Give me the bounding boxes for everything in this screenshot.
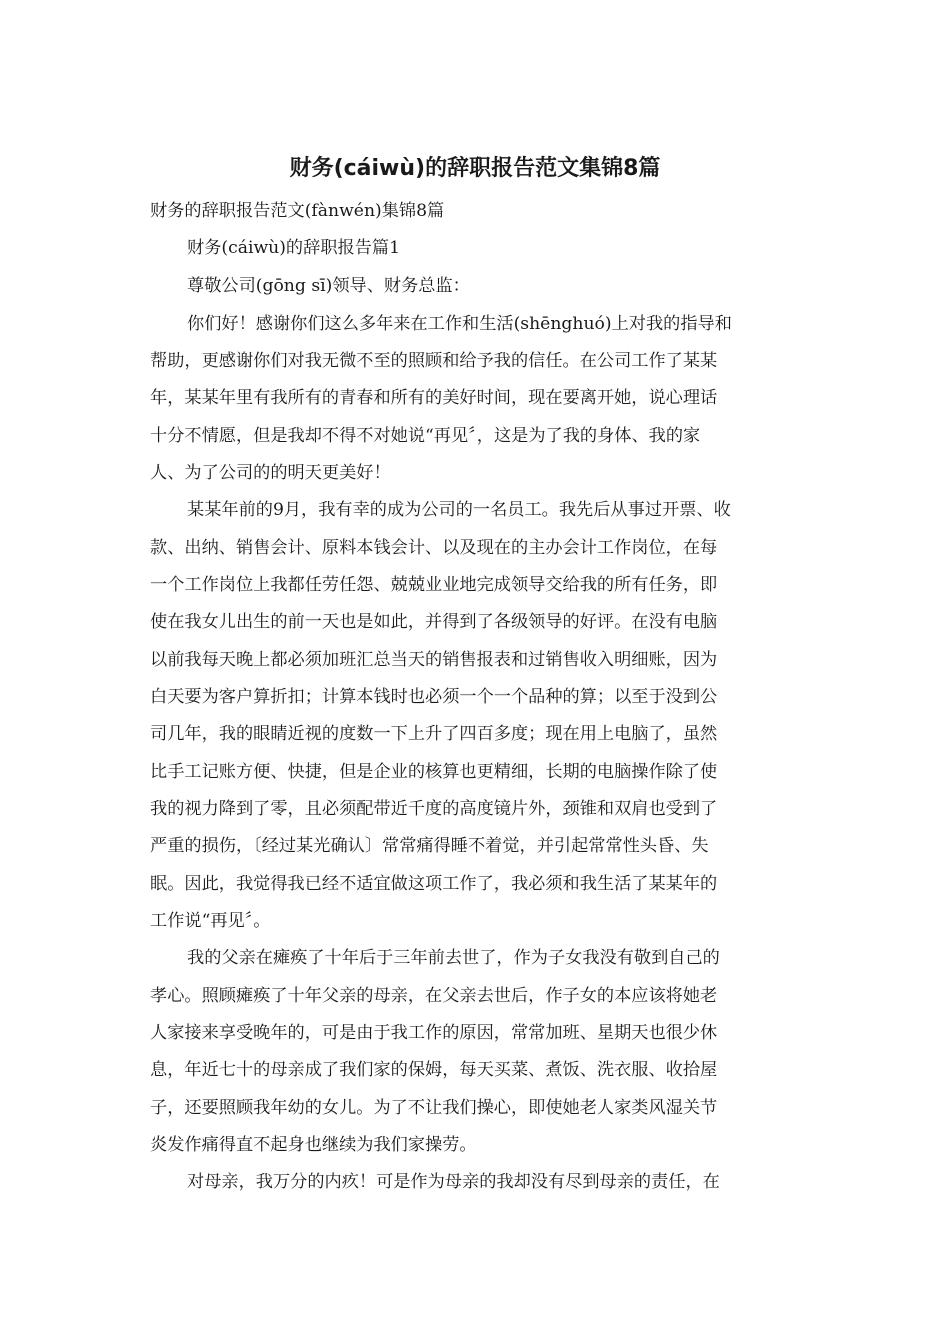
paragraph-line: 人、为了公司的的明天更美好！ [150, 463, 391, 483]
paragraph-line: 某某年前的9月，我有幸的成为公司的一名员工。我先后从事过开票、收 [187, 500, 731, 520]
salutation: 尊敬公司(gōng sī)领导、财务总监： [187, 276, 470, 296]
paragraph-line: 我的视力降到了零，且必须配带近千度的高度镜片外，颈锥和双肩也受到了 [150, 799, 718, 819]
paragraph-line: 息，年近七十的母亲成了我们家的保姆，每天买菜、煮饭、洗衣服、收拾屋 [150, 1060, 718, 1080]
paragraph-line: 司几年，我的眼睛近视的度数一下上升了四百多度；现在用上电脑了，虽然 [150, 724, 718, 744]
paragraph-line: 我的父亲在瘫痪了十年后于三年前去世了，作为子女我没有敬到自己的 [187, 948, 720, 968]
paragraph-line: 工作说“再见〞。 [150, 911, 271, 931]
paragraph-line: 以前我每天晚上都必须加班汇总当天的销售报表和过销售收入明细账，因为 [150, 650, 718, 670]
paragraph-line: 严重的损伤，〔经过某光确认〕常常痛得睡不着觉，并引起常常性头昏、失 [150, 836, 709, 856]
paragraph-line: 你们好！感谢你们这么多年来在工作和生活(shēnghuó)上对我的指导和 [187, 314, 732, 334]
paragraph-line: 人家接来享受晚年的，可是由于我工作的原因，常常加班、星期天也很少休 [150, 1023, 718, 1043]
paragraph-line: 款、出纳、销售会计、原料本钱会计、以及现在的主办会计工作岗位，在每 [150, 538, 718, 558]
paragraph-line: 白天要为客户算折扣；计算本钱时也必须一个一个品种的算；以至于没到公 [150, 687, 718, 707]
paragraph-line: 对母亲，我万分的内疚！可是作为母亲的我却没有尽到母亲的责任，在 [187, 1172, 720, 1192]
paragraph-line: 眠。因此，我觉得我已经不适宜做这项工作了，我必须和我生活了某某年的 [150, 874, 718, 894]
paragraph-line: 帮助，更感谢你们对我无微不至的照顾和给予我的信任。在公司工作了某某 [150, 351, 718, 371]
paragraph-line: 比手工记账方便、快捷，但是企业的核算也更精细，长期的电脑操作除了使 [150, 762, 718, 782]
paragraph-line: 年，某某年里有我所有的青春和所有的美好时间，现在要离开她，说心理话 [150, 388, 718, 408]
paragraph-line: 孝心。照顾瘫痪了十年父亲的母亲，在父亲去世后，作子女的本应该将她老 [150, 986, 718, 1006]
section-heading: 财务(cáiwù)的辞职报告篇1 [187, 238, 400, 258]
paragraph-line: 一个工作岗位上我都任劳任怨、兢兢业业地完成领导交给我的所有任务，即 [150, 575, 718, 595]
paragraph-line: 十分不情愿，但是我却不得不对她说“再见〞，这是为了我的身体、我的家 [150, 426, 701, 446]
paragraph-line: 使在我女儿出生的前一天也是如此，并得到了各级领导的好评。在没有电脑 [150, 612, 718, 632]
document-subtitle: 财务的辞职报告范文(fànwén)集锦8篇 [150, 201, 445, 221]
paragraph-line: 炎发作痛得直不起身也继续为我们家操劳。 [150, 1135, 477, 1155]
document-title: 财务(cáiwù)的辞职报告范文集锦8篇 [289, 156, 661, 181]
paragraph-line: 子，还要照顾我年幼的女儿。为了不让我们操心，即使她老人家类风湿关节 [150, 1098, 718, 1118]
